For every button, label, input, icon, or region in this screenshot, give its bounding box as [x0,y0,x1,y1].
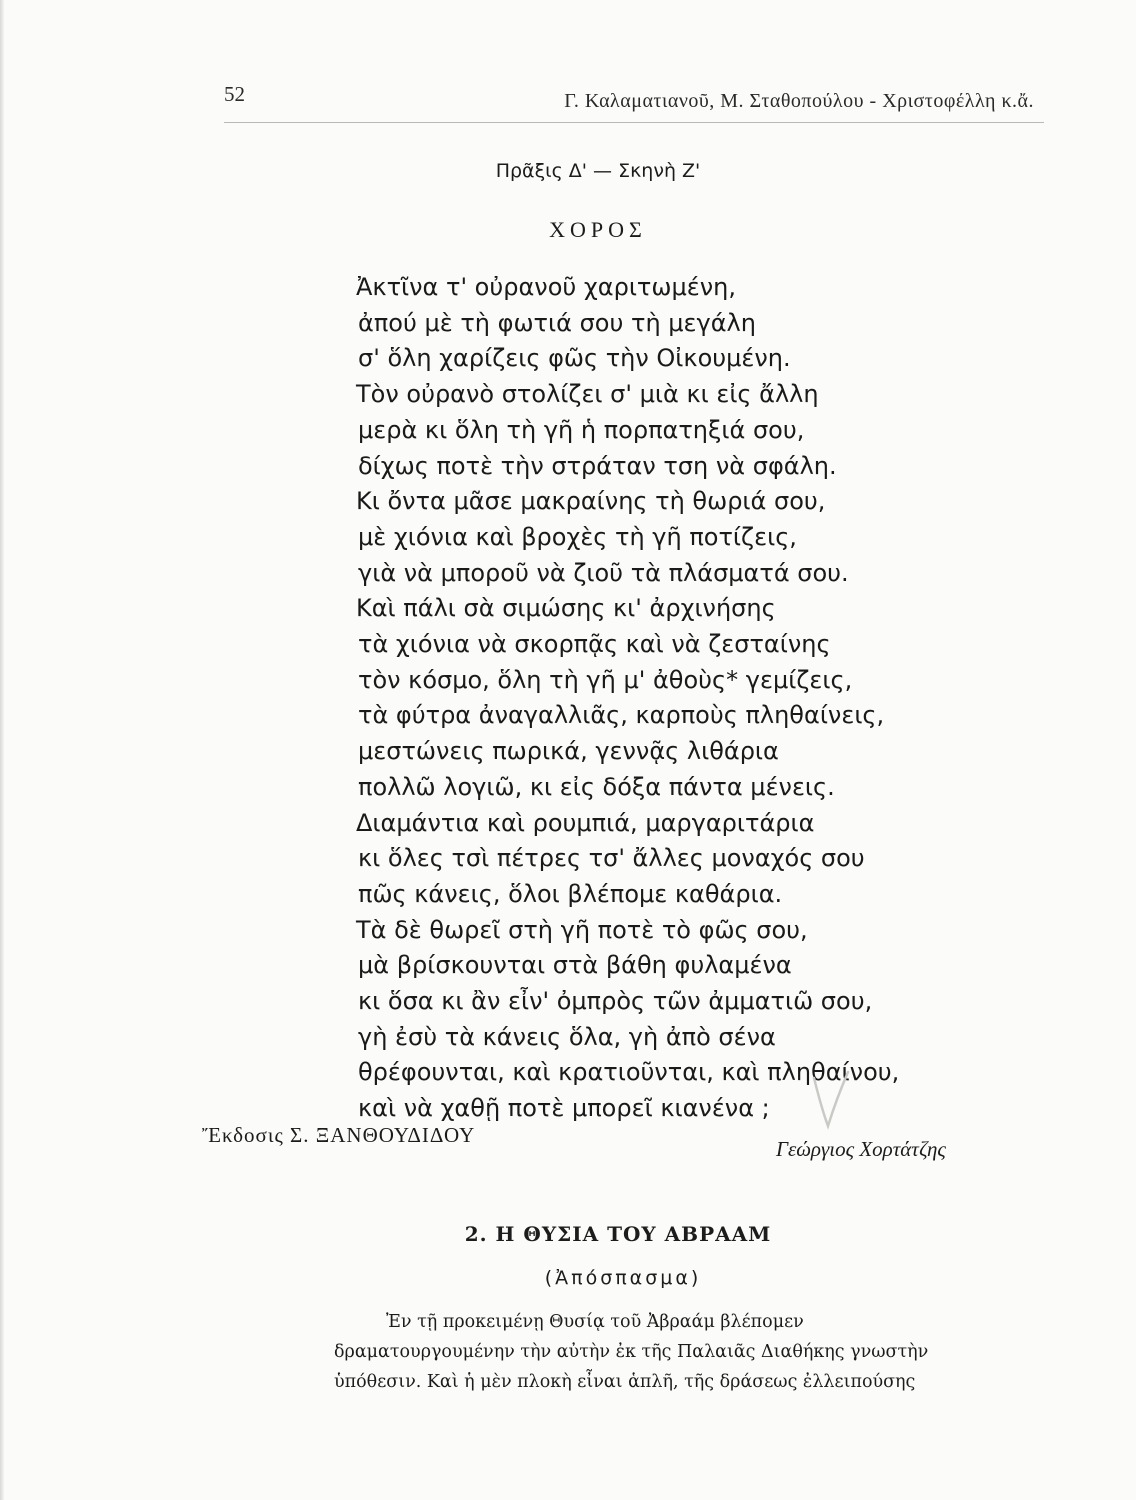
poem-line: γιὰ νὰ μποροῦ νὰ ζιοῦ τὰ πλάσματά σου. [358,558,849,587]
poem-line: πολλῶ λογιῶ, κι εἰς δόξα πάντα μένεις. [358,772,835,801]
poem-line: Διαμάντια καὶ ρουμπιά, μαργαριτάρια [356,808,815,837]
poem-line: Τὸν οὐρανὸ στολίζει σ' μιὰ κι εἰς ἄλλη [356,380,819,409]
page-number: 52 [224,82,245,106]
page-header [224,78,1044,118]
poem-line: σ' ὅλη χαρίζεις φῶς τὴν Οἰκουμένη. [358,344,791,373]
running-head: Γ. Καλαματιανοῦ, Μ. Σταθοπούλου - Χριστοφέλλη κ.ἄ. [564,90,1034,112]
poem-line: τὰ χιόνια νὰ σκορπᾷς καὶ νὰ ζεσταίνης [358,630,831,659]
poem-line: πῶς κάνεις, ὅλοι βλέπομε καθάρια. [358,879,783,908]
act-scene-heading: Πρᾶξις Δ' — Σκηνὴ Ζ' [495,160,701,182]
poem-line: μὰ βρίσκουνται στὰ βάθη φυλαμένα [358,951,792,980]
poem-line: καὶ νὰ χαθῇ ποτὲ μπορεῖ κιανένα ; [358,1094,770,1123]
poem-line: γὴ ἐσὺ τὰ κάνεις ὅλα, γὴ ἀπὸ σένα [358,1022,776,1051]
poem-line: κι ὅσα κι ἂν εἶν' ὀμπρὸς τῶν ἀμματιῶ σου, [358,987,873,1016]
poem-line: θρέφουνται, καὶ κρατιοῦνται, καὶ πληθαίνου, [358,1058,900,1087]
prose-paragraph [334,1307,1046,1397]
author-credit: Γεώργιος Χορτάτζης [776,1137,946,1161]
poem [356,270,916,1127]
poem-line: τὰ φύτρα ἀναγαλλιᾶς, καρποὺς πληθαίνεις, [358,701,885,730]
poem-line: μερὰ κι ὅλη τὴ γῆ ἡ πορπατηξιά σου, [358,415,805,444]
poem-line: τὸν κόσμο, ὅλη τὴ γῆ μ' ἀθοὺς* γεμίζεις, [358,665,853,694]
poem-line: ἀπού μὲ τὴ φωτιά σου τὴ μεγάλη [358,308,756,337]
prose-line: δραματουργουμένην τὴν αὐτὴν ἐκ τῆς Παλαιᾶς Διαθήκης γνωστὴν [334,1342,929,1362]
poem-line: Τὰ δὲ θωρεῖ στὴ γῆ ποτὲ τὸ φῶς σου, [356,915,808,944]
publisher-credit: Ἔκδοσις Σ. ΞΑΝΘΟΥΔΙΔΟΥ [202,1123,476,1147]
poem-line: Ἀκτῖνα τ' οὐρανοῦ χαριτωμένη, [356,273,736,301]
poem-line: μὲ χιόνια καὶ βροχὲς τὴ γῆ ποτίζεις, [358,522,797,551]
poem-line: Κι ὄντα μᾶσε μακραίνης τὴ θωριά σου, [356,487,826,516]
prose-line: Ἐν τῇ προκειμένῃ Θυσίᾳ τοῦ Ἀβραάμ βλέπομεν [386,1312,804,1332]
header-rule [224,122,1044,123]
poem-line: μεστώνεις πωρικά, γεννᾷς λιθάρια [358,737,779,766]
poem-line: δίχως ποτὲ τὴν στράταν τση νὰ σφάλη. [358,451,837,480]
section-title: 2. Η ΘΥΣΙΑ ΤΟΥ ΑΒΡΑΑΜ [464,1222,772,1246]
prose-line: ὑπόθεσιν. Καὶ ἡ μὲν πλοκὴ εἶναι ἁπλῆ, τῆς δράσεως ἐλλειπούσης [334,1372,916,1392]
speaker-heading: ΧΟΡΟΣ [549,217,647,242]
poem-line: κι ὅλες τσὶ πέτρες τσ' ἄλλες μοναχός σου [358,844,865,873]
poem-line: Καὶ πάλι σὰ σιμώσης κι' ἀρχινήσης [356,594,776,623]
pencil-check-mark [810,1070,850,1130]
section-subtitle: (Ἀπόσπασμα) [544,1267,702,1289]
